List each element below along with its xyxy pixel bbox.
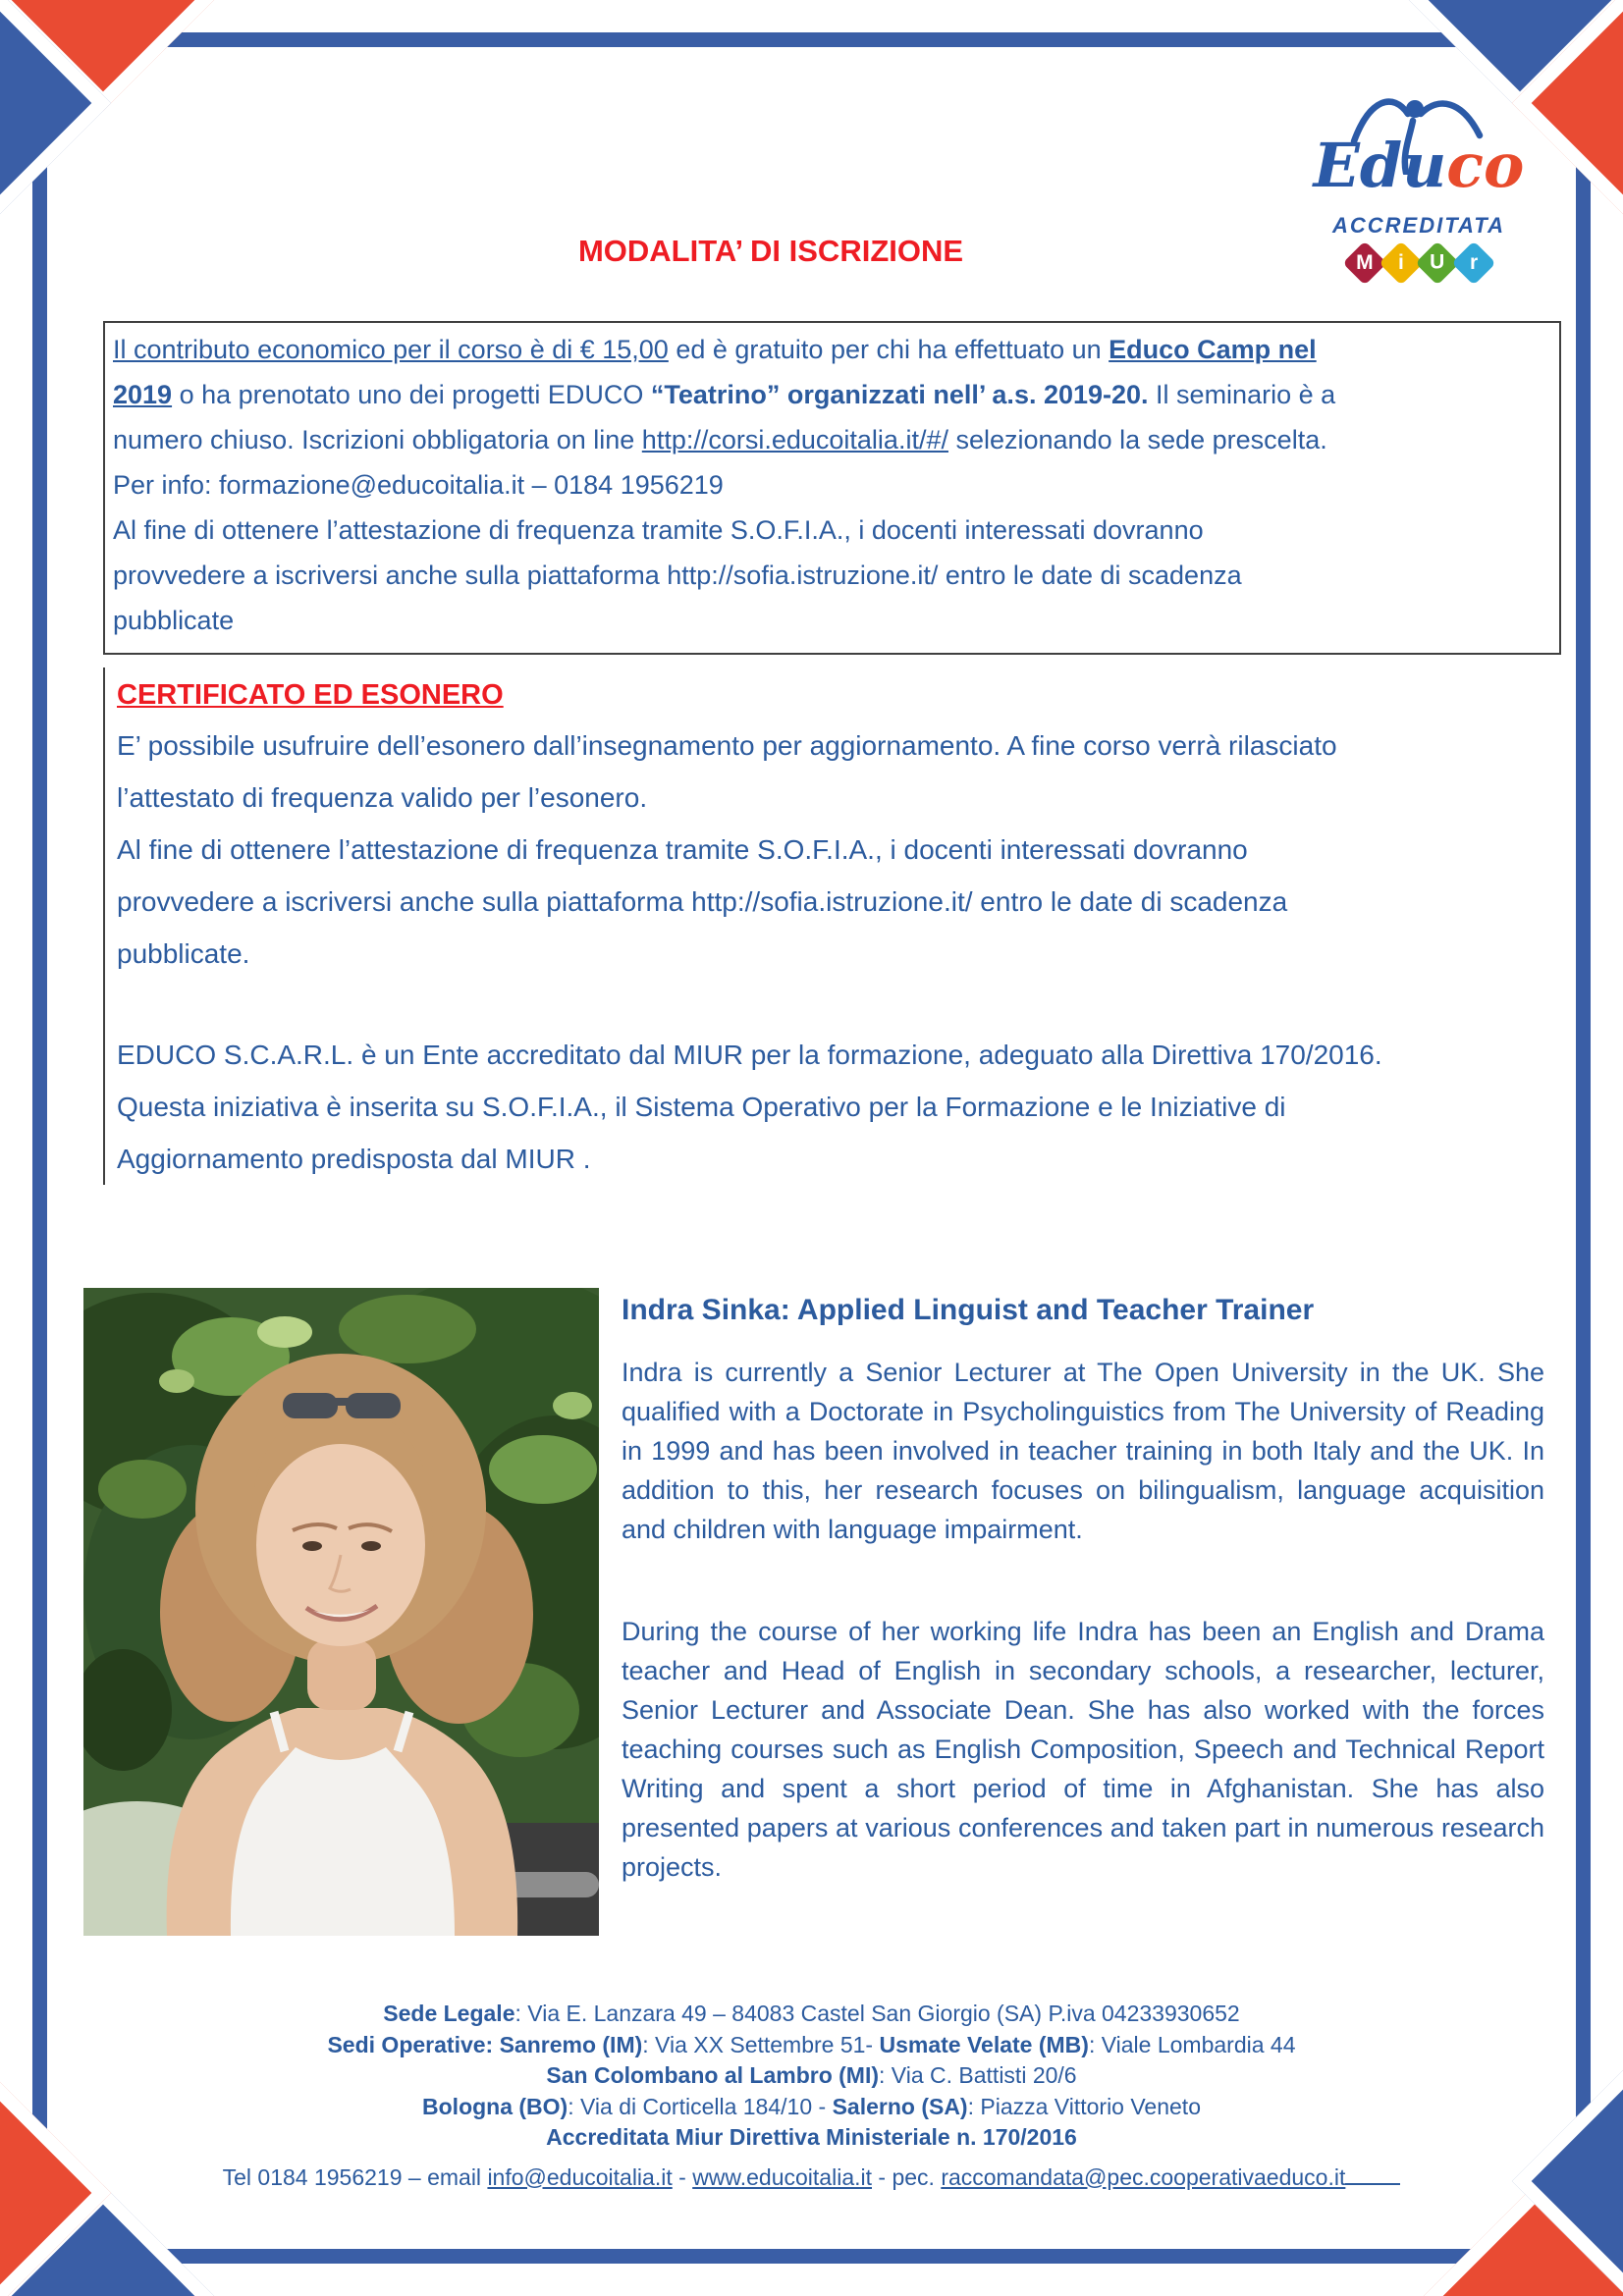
certificato-heading: CERTIFICATO ED ESONERO (117, 679, 504, 711)
teatrino-projects-text: “Teatrino” organizzati nell’ a.s. 2019-20. (650, 380, 1149, 409)
bio-heading: Indra Sinka: Applied Linguist and Teacher Trainer (622, 1294, 1315, 1326)
footer-line-contacts: Tel 0184 1956219 – email info@educoitalia.it - www.educoitalia.it - pec. raccomandata@pec.cooperativaeduco.it (79, 2163, 1544, 2194)
bio-section (622, 1292, 1544, 1887)
logo-accreditata-label: ACCREDITATA (1332, 213, 1505, 238)
logo-word-co: co (1446, 130, 1525, 201)
sofia-attestation-text: Al fine di ottenere l’attestazione di frequenza tramite S.O.F.I.A., i docenti interessati dovranno (113, 515, 1204, 545)
enrollment-info-box (103, 321, 1561, 655)
footer-line-san-colombano: San Colombano al Lambro (MI): Via C. Battisti 20/6 (546, 2062, 1077, 2088)
footer (79, 1999, 1544, 2193)
contact-info-text: Per info: formazione@educoitalia.it – 0184 1956219 (113, 470, 724, 500)
logo-word-edu: Edu (1313, 130, 1447, 201)
footer-email-link[interactable]: info@educoitalia.it (487, 2163, 673, 2190)
logo-wordmark (1271, 130, 1566, 202)
certificato-esonero-section (103, 667, 1563, 1185)
portrait-photo (83, 1288, 599, 1936)
footer-pec-link[interactable]: raccomandata@pec.cooperativaeduco.it (941, 2163, 1346, 2190)
footer-website-link[interactable]: www.educoitalia.it (692, 2163, 872, 2190)
footer-line-accreditation: Accreditata Miur Direttiva Ministeriale n. 170/2016 (546, 2124, 1077, 2150)
esonero-paragraph: E’ possibile usufruire dell’esonero dall’insegnamento per aggiornamento. A fine corso verrà rilasciato l’attestato di frequenza valido per l’esonero. (117, 730, 1337, 813)
educo-camp-year-text: 2019 (113, 380, 173, 409)
footer-line-sede-legale: Sede Legale: Via E. Lanzara 49 – 84083 Castel San Giorgio (SA) P.iva 04233930652 (383, 2001, 1240, 2026)
sofia-attestation-text: pubblicate (113, 606, 235, 635)
portrait-photo-illustration (83, 1288, 599, 1936)
bio-paragraph-1: Indra is currently a Senior Lecturer at The Open University in the UK. She qualified with a Doctorate in Psycholinguistics from The University of Reading in 1999 and has been involved in teacher training in both Italy and the UK. In addition to this, her research focuses on bilingualism, language acquisition and children with language impairment. (622, 1358, 1544, 1544)
text-run: selezionando la sede prescelta. (947, 425, 1327, 454)
text-run: Il seminario è a (1148, 380, 1336, 409)
text-run: numero chiuso. Iscrizioni obbligatoria on line (113, 425, 642, 454)
bio-paragraph-2: During the course of her working life Indra has been an English and Drama teacher and Head of English in secondary schools, a researcher, lecturer, Senior Lecturer and Associate Dean. She has also worked with the forces teaching courses such as English Composition, Speech and Technical Report Writing and spent a short period of time in Afghanistan. She has also presented papers at various conferences and taken part in numerous research projects. (622, 1617, 1544, 1882)
footer-line-sedi-operative: Sedi Operative: Sanremo (IM): Via XX Settembre 51- Usmate Velate (MB): Viale Lombardia 44 (327, 2031, 1296, 2057)
accreditation-paragraph: EDUCO S.C.A.R.L. è un Ente accreditato dal MIUR per la formazione, adeguato alla Direttiva 170/2016. Questa iniziativa è inserita su S.O.F.I.A., il Sistema Operativo per la Formazione e le Iniziative di Aggiornamento predisposta dal MIUR . (117, 1040, 1382, 1174)
sofia-paragraph: Al fine di ottenere l’attestazione di frequenza tramite S.O.F.I.A., i docenti interessati dovranno provvedere a iscriversi anche sulla piattaforma http://sofia.istruzione.it/ entro le date di scadenza pubblicate. (117, 834, 1288, 969)
miur-tile-m: M (1346, 240, 1382, 287)
underline-tail (1345, 2165, 1400, 2185)
miur-tile-r: r (1455, 240, 1491, 287)
sofia-attestation-text: provvedere a iscriversi anche sulla piattaforma http://sofia.istruzione.it/ entro le date di scadenza (113, 561, 1242, 590)
text-run: ed è gratuito per chi ha effettuato un (668, 335, 1109, 364)
educo-camp-text: Educo Camp nel (1109, 335, 1317, 364)
page-title: MODALITA’ DI ISCRIZIONE (577, 234, 964, 268)
educo-logo (1271, 84, 1566, 298)
text-run: o ha prenotato uno dei progetti EDUCO (172, 380, 651, 409)
course-fee-text: Il contributo economico per il corso è di € 15,00 (113, 335, 669, 364)
registration-url-link[interactable]: http://corsi.educoitalia.it/#/ (641, 425, 948, 454)
miur-tile-i: i (1382, 240, 1419, 287)
miur-tile-u: U (1419, 240, 1455, 287)
footer-line-bologna-salerno: Bologna (BO): Via di Corticella 184/10 - Salerno (SA): Piazza Vittorio Veneto (422, 2093, 1201, 2119)
miur-badge (1271, 240, 1566, 287)
